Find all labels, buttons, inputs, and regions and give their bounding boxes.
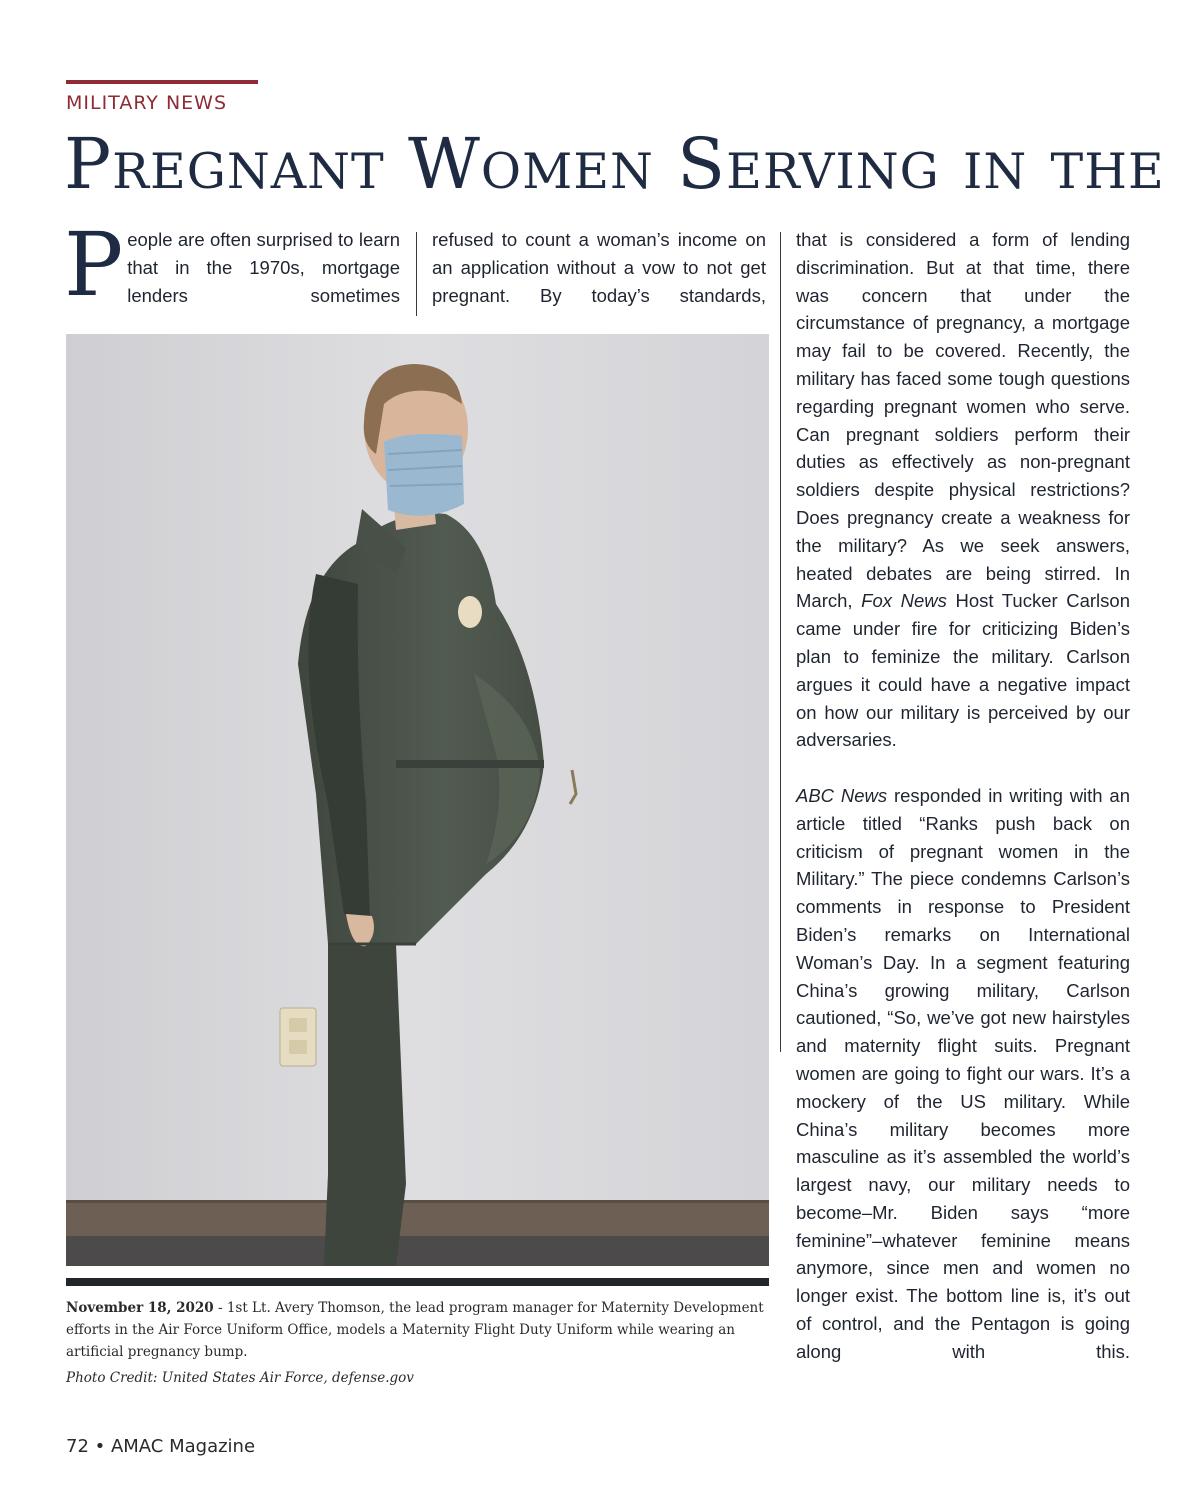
photo-caption: [66, 1297, 766, 1363]
article-column-3: [796, 226, 1130, 1366]
article-column-1: [64, 213, 400, 316]
photo-illustration: [66, 334, 769, 1266]
fox-news-mention: Fox News: [861, 590, 947, 612]
column-1-text: eople are often surprised to learn that in the 1970s, mortgage lenders sometimes: [127, 229, 400, 306]
photo-bottom-bar: [66, 1278, 769, 1286]
paragraph-1-text-a: that is considered a form of lending discrimination. But at that time, there was concern that under the circumstance of pregnancy, a mortgage may fail to be covered. Recently, the military has faced some tough questions regarding pregnant women who serve. Can pregnant soldiers perform their duties as effectively as non-pregnant soldiers despite physical restrictions? Does pregnancy create a weakness for the military? As we seek answers, heated debates are being stirred. In March,: [796, 229, 1130, 612]
abc-news-mention: ABC News: [796, 784, 888, 806]
column-2-text: refused to count a woman’s income on an application without a vow to not get pregnant. By today’s standards,: [432, 229, 766, 306]
column-divider-2: [780, 232, 781, 1052]
page-footer: 72 • AMAC Magazine: [66, 1436, 256, 1457]
caption-text: - 1st Lt. Avery Thomson, the lead program manager for Maternity Development efforts in the Air Force Uniform Office, models a Maternity Flight Duty Uniform while wearing an artificial pregnancy bump.: [66, 1300, 764, 1360]
article-photo: [66, 334, 769, 1266]
section-rule: [66, 80, 258, 84]
paragraph-1-text-b: Host Tucker Carlson came under fire for criticizing Biden’s plan to feminize the military. Carlson argues it could have a negative impact on how our military is perceived by our adversaries.: [796, 590, 1130, 751]
paragraph-2-text: responded in writing with an article titled “Ranks push back on criticism of pregnant women in the Military.” The piece condemns Carlson’s comments in response to President Biden’s remarks on International Woman’s Day. In a segment featuring China’s growing military, Carlson cautioned, “So, we’ve got new hairstyles and maternity flight suits. Pregnant women are going to fight our wars. It’s a mockery of the US military. While China’s military becomes more masculine as it’s assembled the world’s largest navy, our military needs to become–Mr. Biden says “more feminine”–whatever feminine means anymore, since men and women no longer exist. The bottom line is, it’s out of control, and the Pentagon is going along with this.: [796, 784, 1130, 1362]
caption-date: November 18, 2020: [66, 1300, 214, 1316]
paragraph-2: [796, 782, 1130, 1366]
article-column-2: [432, 226, 766, 309]
paragraph-1: [796, 226, 1130, 754]
photo-credit: Photo Credit: United States Air Force, defense.gov: [66, 1370, 414, 1386]
section-label: MILITARY NEWS: [66, 92, 228, 114]
drop-cap: P: [64, 213, 124, 316]
column-divider-1: [416, 232, 417, 316]
headline: Pregnant Women Serving in the: [64, 124, 1165, 204]
